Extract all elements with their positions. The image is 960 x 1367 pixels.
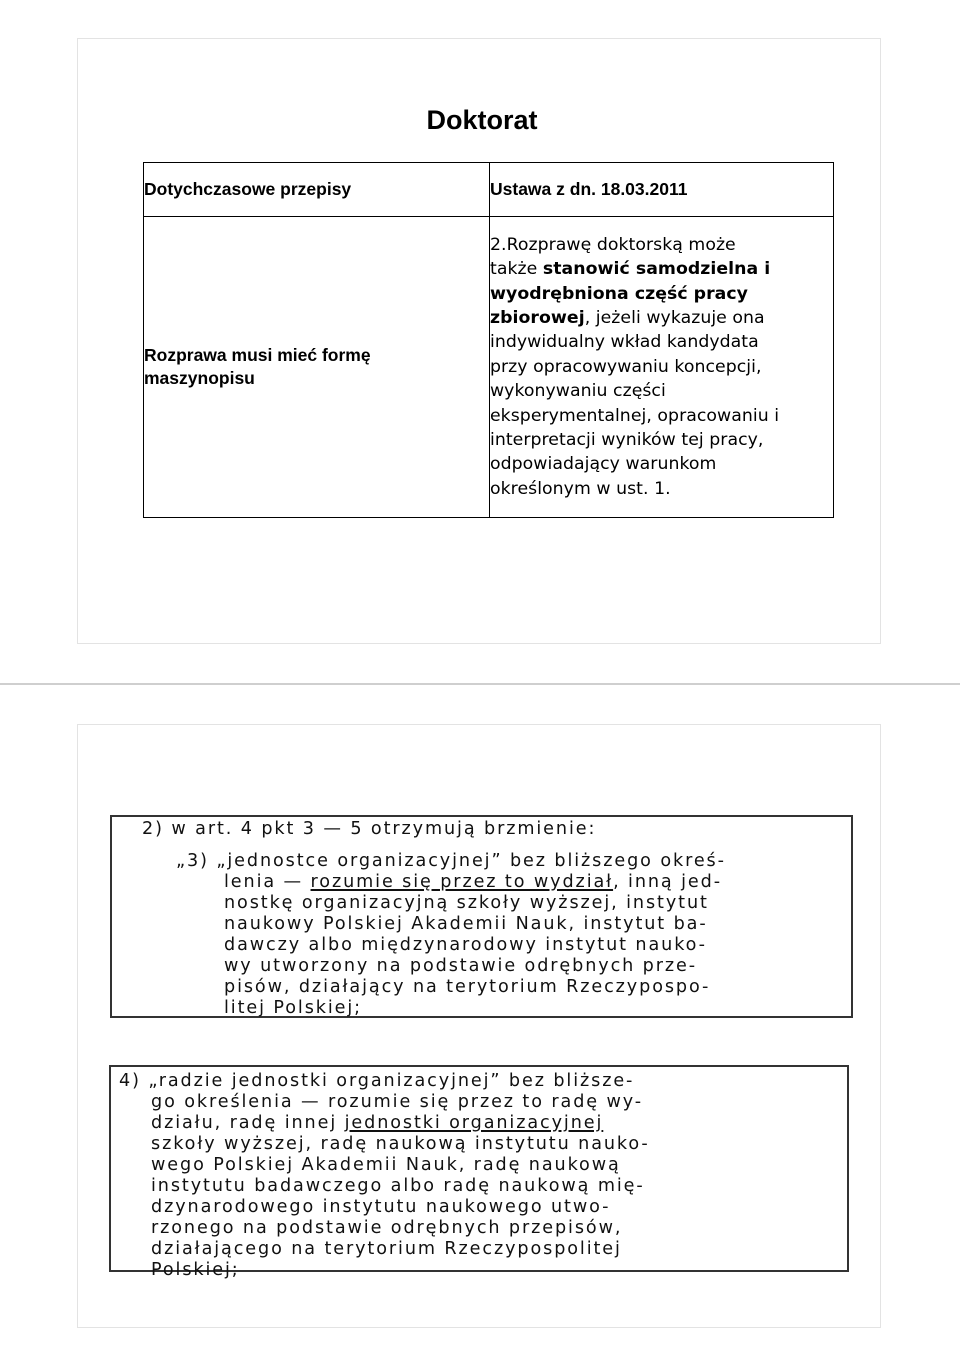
scan-underlined-text: jednostki organizacyjnej bbox=[344, 1113, 604, 1133]
scanned-excerpt-art4-pkt4 bbox=[109, 1065, 849, 1280]
scan-line: dzynarodowego instytutu naukowego utwo- bbox=[151, 1197, 611, 1217]
scan-line bbox=[224, 872, 722, 893]
new-rule-text: także bbox=[490, 259, 538, 280]
scanned-excerpt-art4-pkt3 bbox=[110, 815, 853, 1018]
new-rule-line: przy opracowywaniu koncepcji, bbox=[490, 356, 762, 377]
table-header-row bbox=[144, 163, 834, 217]
scan-line: wy utworzony na podstawie odrębnych prze- bbox=[224, 956, 697, 976]
scan-line: działającego na terytorium Rzeczypospolitej bbox=[151, 1239, 622, 1259]
page-divider bbox=[0, 683, 960, 685]
table-body-row bbox=[144, 217, 834, 518]
scan-line: instytutu badawczego albo radę naukową mię- bbox=[151, 1176, 645, 1196]
scan-line: go określenia — rozumie się przez to radę wy- bbox=[151, 1092, 644, 1112]
new-rule-bold-text: zbiorowej bbox=[490, 307, 585, 328]
scan-line: naukowy Polskiej Akademii Nauk, instytut ba- bbox=[224, 914, 708, 934]
old-rule-cell bbox=[144, 217, 490, 518]
new-rule-line: wykonywaniu części bbox=[490, 381, 666, 402]
scan-line: wego Polskiej Akademii Nauk, radę naukową bbox=[151, 1155, 621, 1175]
new-rule-line: interpretacji wyników tej pracy, bbox=[490, 430, 764, 451]
scan-line: litej Polskiej; bbox=[224, 998, 362, 1018]
header-new-act: Ustawa z dn. 18.03.2011 bbox=[490, 163, 834, 217]
scan-underlined-text: rozumie się przez to wydział bbox=[310, 872, 614, 892]
new-rule-cell bbox=[490, 217, 834, 518]
new-rule-line bbox=[490, 306, 833, 330]
scan-text: , inną jed- bbox=[613, 872, 722, 892]
scan-line: 4) „radzie jednostki organizacyjnej” bez bliższe- bbox=[119, 1071, 635, 1091]
scan-line: Polskiej; bbox=[151, 1260, 240, 1280]
new-rule-line: wyodrębniona część pracy bbox=[490, 283, 748, 304]
scan-line: szkoły wyższej, radę naukową instytutu nauko- bbox=[151, 1134, 650, 1154]
scan-line: rzonego na podstawie odrębnych przepisów, bbox=[151, 1218, 623, 1238]
scan-text: działu, radę innej bbox=[151, 1113, 338, 1133]
old-rule-line: maszynopisu bbox=[144, 368, 255, 388]
scan-text: lenia — bbox=[224, 872, 304, 892]
scan-line: nostkę organizacyjną szkoły wyższej, instytut bbox=[224, 893, 709, 913]
scan-line bbox=[151, 1113, 603, 1134]
scan-line: „3) „jednostce organizacyjnej” bez bliższego okreś- bbox=[176, 851, 726, 871]
new-rule-line bbox=[490, 257, 833, 281]
new-rule-text: , jeżeli wykazuje ona bbox=[584, 307, 765, 328]
comparison-table bbox=[143, 162, 834, 518]
scan-line: pisów, działający na terytorium Rzeczypospo- bbox=[224, 977, 711, 997]
new-rule-line: eksperymentalnej, opracowaniu i bbox=[490, 405, 780, 426]
scan-line: 2) w art. 4 pkt 3 — 5 otrzymują brzmienie: bbox=[142, 819, 597, 839]
new-rule-line: odpowiadający warunkom bbox=[490, 454, 717, 475]
new-rule-line: określonym w ust. 1. bbox=[490, 478, 671, 499]
new-rule-line: indywidualny wkład kandydata bbox=[490, 332, 759, 353]
new-rule-line: 2.Rozprawę doktorską może bbox=[490, 234, 736, 255]
slide-title: Doktorat bbox=[426, 105, 538, 135]
header-old-rules: Dotychczasowe przepisy bbox=[144, 163, 490, 217]
new-rule-bold-text: stanowić samodzielna i bbox=[542, 259, 771, 280]
old-rule-line: Rozprawa musi mieć formę bbox=[144, 345, 371, 365]
scan-line: dawczy albo międzynarodowy instytut nauko- bbox=[224, 935, 707, 955]
